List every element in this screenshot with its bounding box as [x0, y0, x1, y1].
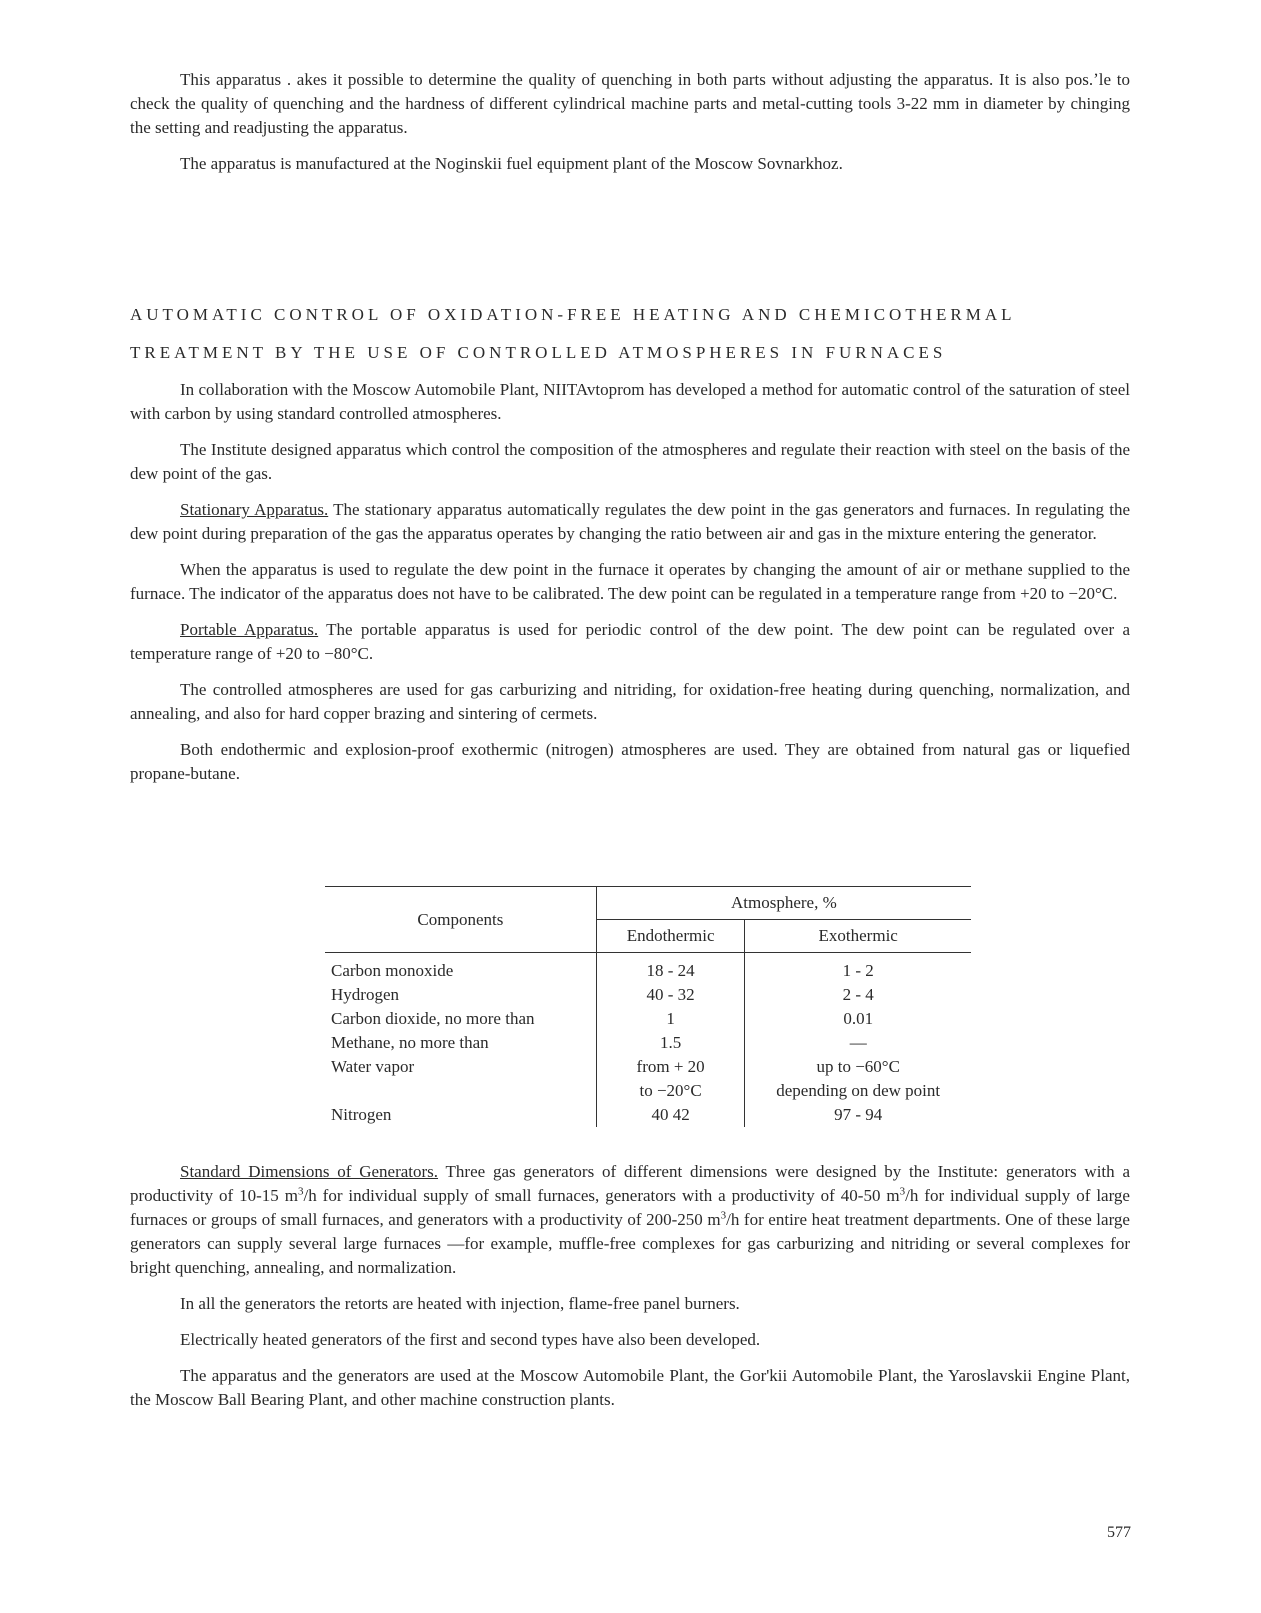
page-number: 577 — [1107, 1524, 1131, 1541]
header-components: Components — [417, 909, 504, 929]
section-heading-line-2: TREATMENT BY THE USE OF CONTROLLED ATMOSPHERES IN FURNACES — [130, 343, 947, 362]
intro-block — [130, 68, 1130, 188]
superscript-2: 3 — [899, 1185, 906, 1198]
paragraph-portable — [130, 618, 1130, 666]
cell-endo: from + 20 — [596, 1055, 745, 1079]
generators-text-c: /h for individual supply of large furnaces or groups of small furnaces, and generators with a productivity of 200-250 m — [130, 1186, 1130, 1229]
section-heading-line-1: AUTOMATIC CONTROL OF OXIDATION-FREE HEATING AND CHEMICOTHERMAL — [130, 305, 1016, 324]
stationary-label: Stationary Apparatus. — [180, 500, 329, 519]
header-exothermic: Exothermic — [745, 920, 971, 953]
cell-exo: — — [745, 1031, 971, 1055]
portable-text: The portable apparatus is used for periodic control of the dew point. The dew point can be regulated over a temperature range of +20 to −80°C. — [130, 620, 1130, 663]
generators-label: Standard Dimensions of Generators. — [180, 1162, 439, 1181]
paragraph-generators — [130, 1160, 1130, 1280]
cell-component: Carbon monoxide — [331, 961, 454, 980]
cell-endo: 1 — [596, 1007, 745, 1031]
cell-endo: 1.5 — [596, 1031, 745, 1055]
intro-paragraph-1: This apparatus . akes it possible to determine the quality of quenching in both parts without adjusting the apparatus. It is also pos.ʼle to check the quality of quenching and the hardness of different cylindrical machine parts and metal-cutting tools 3-22 mm in diameter by chinging the setting and readjusting the apparatus. — [130, 70, 1130, 137]
section-heading — [130, 296, 1130, 372]
paragraph-stationary — [130, 498, 1130, 546]
table-row — [325, 1031, 971, 1055]
paragraph-uses: The controlled atmospheres are used for gas carburizing and nitriding, for oxidation-free heating during quenching, normalization, and annealing, and also for hard copper brazing and sintering of cermets. — [130, 680, 1130, 723]
paragraph-electric: Electrically heated generators of the first and second types have also been developed. — [180, 1330, 761, 1349]
stationary-text: The stationary apparatus automatically regulates the dew point in the gas generators and furnaces. In regulating the dew point during preparation of the gas the apparatus operates by changing the ratio between air and gas in the mixture entering the generator. — [130, 500, 1130, 543]
paragraph-institute: The Institute designed apparatus which control the composition of the atmospheres and regulate their reaction with steel on the basis of the dew point of the gas. — [130, 440, 1130, 483]
cell-component: Nitrogen — [331, 1105, 392, 1124]
table-row — [325, 1103, 971, 1127]
generators-text-a: Three gas generators of different dimensions were designed by the Institute: generators with a productivity of 10-15 m — [130, 1162, 1131, 1205]
generators-block — [130, 1160, 1130, 1424]
header-endothermic: Endothermic — [596, 920, 745, 953]
cell-endo: 40 - 32 — [596, 983, 745, 1007]
paragraph-plants: The apparatus and the generators are used at the Moscow Automobile Plant, the Gor'kii Automobile Plant, the Yaroslavskii Engine Plant, the Moscow Ball Bearing Plant, and other machine construction plants. — [130, 1366, 1130, 1409]
cell-endo: to −20°C — [596, 1079, 745, 1103]
paragraph-retorts: In all the generators the retorts are heated with injection, flame-free panel burners. — [180, 1294, 740, 1313]
paragraph-atmospheres: Both endothermic and explosion-proof exothermic (nitrogen) atmospheres are used. They are obtained from natural gas or liquefied propane-butane. — [130, 740, 1130, 783]
generators-text-d: /h for entire heat treatment departments. One of these large generators can supply several large furnaces —for example, muffle-free complexes for gas carburizing and nitriding or several complexes for bright quenching, annealing, and normalization. — [130, 1210, 1130, 1277]
cell-exo: 97 - 94 — [745, 1103, 971, 1127]
table-row — [325, 1007, 971, 1031]
table-row — [325, 983, 971, 1007]
section-body — [130, 378, 1130, 798]
portable-label: Portable Apparatus. — [180, 620, 319, 639]
cell-exo: depending on dew point — [745, 1079, 971, 1103]
cell-component: Carbon dioxide, no more than — [331, 1009, 535, 1028]
cell-exo: up to −60°C — [745, 1055, 971, 1079]
paragraph-collaboration: In collaboration with the Moscow Automobile Plant, NIITAvtoprom has developed a method for automatic control of the saturation of steel with carbon by using standard controlled atmospheres. — [130, 380, 1130, 423]
intro-paragraph-2: The apparatus is manufactured at the Noginskii fuel equipment plant of the Moscow Sovnarkhoz. — [180, 154, 843, 173]
table-row — [325, 1055, 971, 1079]
paragraph-furnace-regulation: When the apparatus is used to regulate the dew point in the furnace it operates by changing the amount of air or methane supplied to the furnace. The indicator of the apparatus does not have to be calibrated. The dew point can be regulated in a temperature range from +20 to −20°C. — [130, 560, 1130, 603]
cell-endo: 40 42 — [596, 1103, 745, 1127]
superscript-3: 3 — [720, 1209, 727, 1222]
table-row — [325, 1079, 971, 1103]
cell-endo: 18 - 24 — [596, 953, 745, 984]
cell-component: Methane, no more than — [331, 1033, 489, 1052]
table-row — [325, 953, 971, 984]
cell-exo: 2 - 4 — [745, 983, 971, 1007]
generators-text-b: /h for individual supply of small furnaces, generators with a productivity of 40-50 m — [303, 1186, 900, 1205]
cell-exo: 0.01 — [745, 1007, 971, 1031]
table-header-row — [325, 887, 971, 920]
cell-component — [325, 1079, 596, 1103]
cell-component: Hydrogen — [331, 985, 399, 1004]
cell-exo: 1 - 2 — [745, 953, 971, 984]
cell-component: Water vapor — [331, 1057, 415, 1076]
composition-table — [325, 886, 971, 1127]
header-atmosphere: Atmosphere, % — [596, 887, 971, 920]
superscript-1: 3 — [297, 1185, 304, 1198]
